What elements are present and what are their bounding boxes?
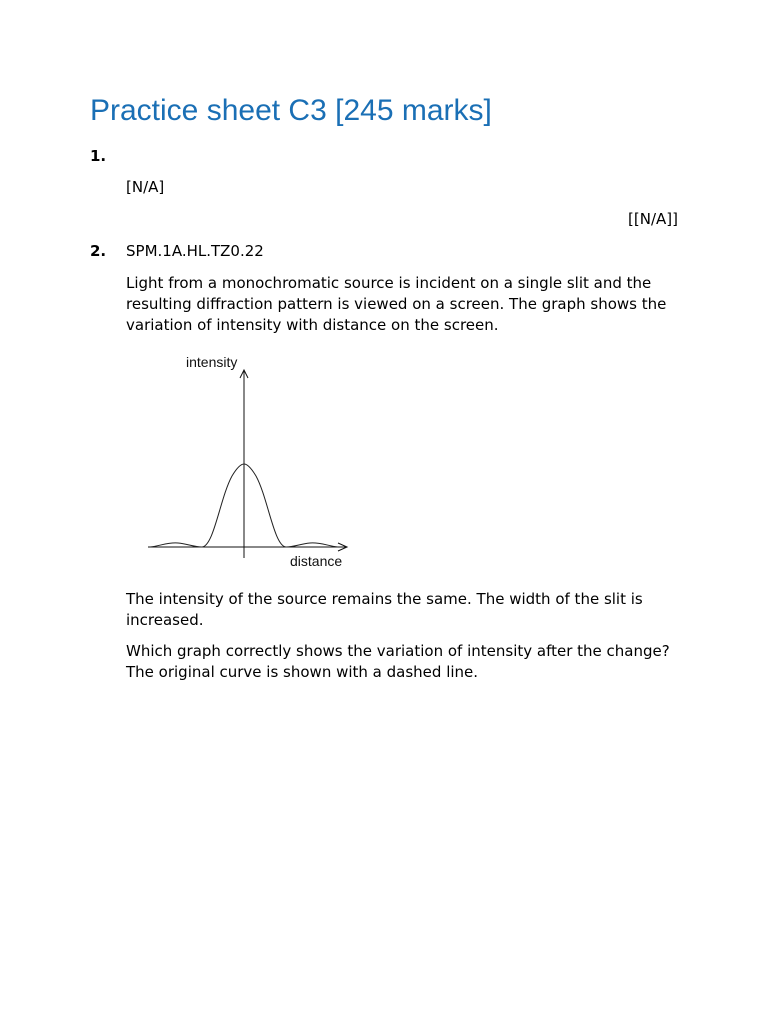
- graph-x-axis-label: distance: [290, 553, 343, 569]
- question-2-paragraph-2: The intensity of the source remains the same. The width of the slit is increased.: [126, 590, 643, 629]
- graph-y-axis-label: intensity: [186, 354, 238, 370]
- page-title: Practice sheet C3 [245 marks]: [90, 94, 492, 127]
- diffraction-intensity-graph: [140, 348, 360, 578]
- question-2-code: SPM.1A.HL.TZ0.22: [126, 242, 264, 260]
- question-2-paragraph-3: Which graph correctly shows the variation of intensity after the change? The original curve is shown with a dashed line.: [126, 642, 670, 681]
- question-1-marks: [[N/A]]: [628, 210, 678, 228]
- question-1-number: 1.: [90, 147, 107, 165]
- question-2-paragraph-1: Light from a monochromatic source is incident on a single slit and the resulting diffraction pattern is viewed on a screen. The graph shows the variation of intensity with distance on the screen.: [126, 274, 667, 334]
- question-2-number: 2.: [90, 242, 107, 260]
- question-1-body: [N/A]: [126, 178, 165, 196]
